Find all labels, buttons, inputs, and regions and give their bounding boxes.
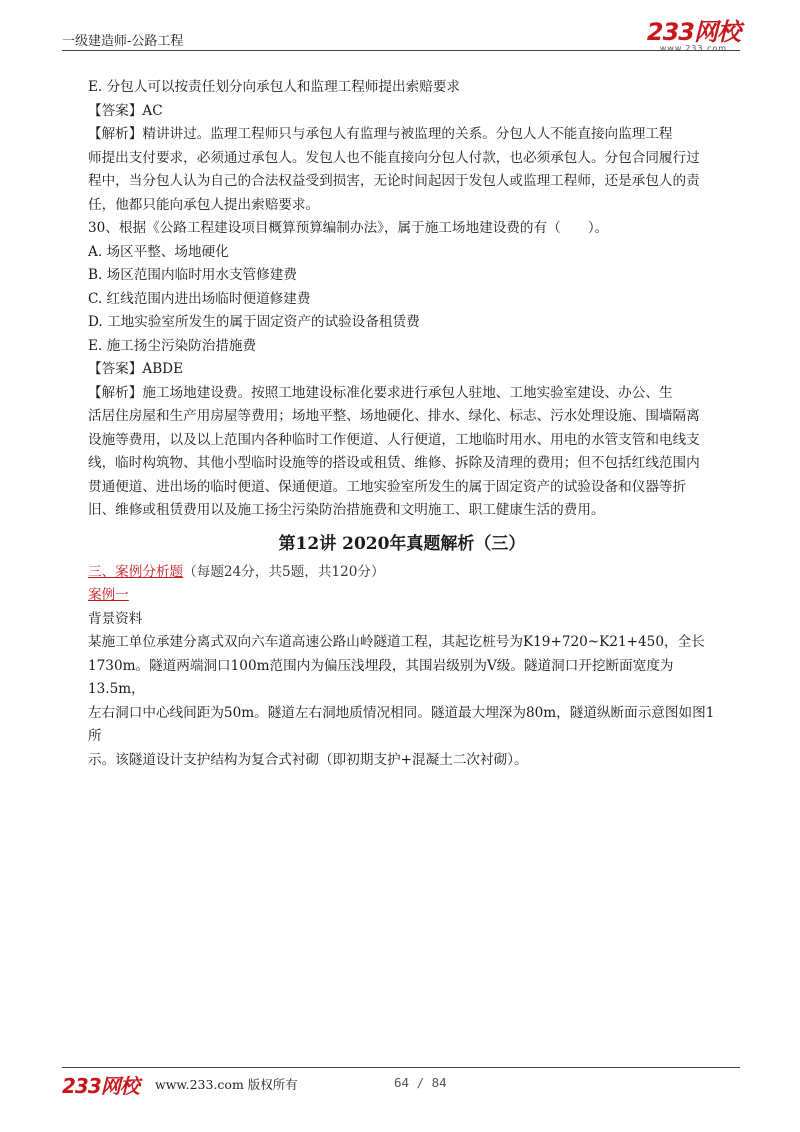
footer-copyright: www.233.com 版权所有 [155, 1077, 298, 1092]
page-number: 64 / 84 [394, 1075, 447, 1090]
text-line: 旧、维修或租赁费用以及施工扬尘污染防治措施费和文明施工、职工健康生活的费用。 [88, 502, 605, 518]
footer-logo: 233网校 [62, 1074, 139, 1098]
header-divider [62, 50, 740, 51]
footer-divider [62, 1067, 740, 1068]
case-one-link[interactable]: 案例一 [88, 587, 129, 603]
section-title: 第12讲 2020年真题解析（三） [278, 533, 526, 554]
text-line: C. 红线范围内进出场临时便道修建费 [88, 290, 311, 307]
case-one-heading [88, 584, 716, 608]
text-line: E. 施工扬尘污染防治措施费 [88, 337, 257, 354]
text-line: 任，他都只能向承包人提出索赔要求。 [88, 196, 320, 213]
case-heading-note: （每题24分，共5题，共120分） [183, 563, 385, 580]
text-line: 程中，当分包人认为自己的合法权益受到损害，无论时间起因于发包人或监理工程师，还是承包人的责 [88, 173, 700, 189]
text-line: 1730m。隧道两端洞口100m范围内为偏压浅埋段，其围岩级别为Ⅴ级。隧道洞口开挖断面宽度为13.5m， [88, 657, 674, 697]
text-line: 【解析】精讲讲过。监理工程师只与承包人有监理与被监理的关系。分包人人不能直接向监理工程 [88, 126, 673, 142]
text-line: 设施等费用，以及以上范围内各种临时工作便道、人行便道，工地临时用水、用电的水管支管和电线支 [88, 431, 700, 448]
text-line: D. 工地实验室所发生的属于固定资产的试验设备租赁费 [88, 314, 420, 330]
brand-logo-text: 233网校 [646, 18, 740, 46]
text-line: 【答案】ABDE [88, 361, 184, 377]
brand-logo [647, 20, 740, 53]
header-title: 一级建造师-公路工程 [62, 34, 184, 49]
text-block-part1 [88, 76, 716, 523]
case-heading [88, 561, 716, 585]
text-line: 左右洞口中心线间距为50m。隧道左右洞地质情况相同。隧道最大埋深为80m，隧道纵断面示意图如图1所 [88, 704, 715, 744]
text-line: 30、根据《公路工程建设项目概算预算编制办法》，属于施工场地建设费的有（ ）。 [88, 220, 609, 236]
text-line: 线，临时构筑物、其他小型临时设施等的搭设或租赁、维修、拆除及清理的费用；但不包括红线范围内 [88, 455, 700, 471]
text-line: E. 分包人可以按责任划分向承包人和监理工程师提出索赔要求 [88, 79, 461, 95]
text-line: B. 场区范围内临时用水支管修建费 [88, 267, 297, 283]
text-line: 某施工单位承建分离式双向六车道高速公路山岭隧道工程，其起讫桩号为K19+720~K21+450，全长 [88, 634, 705, 650]
background-label: 背景资料 [88, 610, 143, 627]
text-line: 活居住房屋和生产用房屋等费用；场地平整、场地硬化、排水、绿化、标志、污水处理设施、围墙隔离 [88, 408, 700, 424]
case-heading-link[interactable]: 三、案例分析题 [88, 563, 184, 580]
text-line: 贯通便道、进出场的临时便道、保通便道。工地实验室所发生的属于固定资产的试验设备和仪器等折 [88, 478, 687, 495]
text-line: A. 场区平整、场地硬化 [88, 243, 229, 260]
text-line: 【解析】施工场地建设费。按照工地建设标准化要求进行承包人驻地、工地实验室建设、办公、生 [88, 384, 673, 401]
text-line: 示。该隧道设计支护结构为复合式衬砌（即初期支护+混凝土二次衬砌）。 [88, 751, 528, 768]
text-line: 【答案】AC [88, 102, 163, 119]
text-line: 师提出支付要求，必须通过承包人。发包人也不能直接向分包人付款，也必须承包人。分包合同履行过 [88, 149, 700, 166]
brand-logo-url: www.233.com [659, 44, 728, 53]
text-block-part2 [88, 631, 716, 772]
page-content [88, 76, 716, 772]
